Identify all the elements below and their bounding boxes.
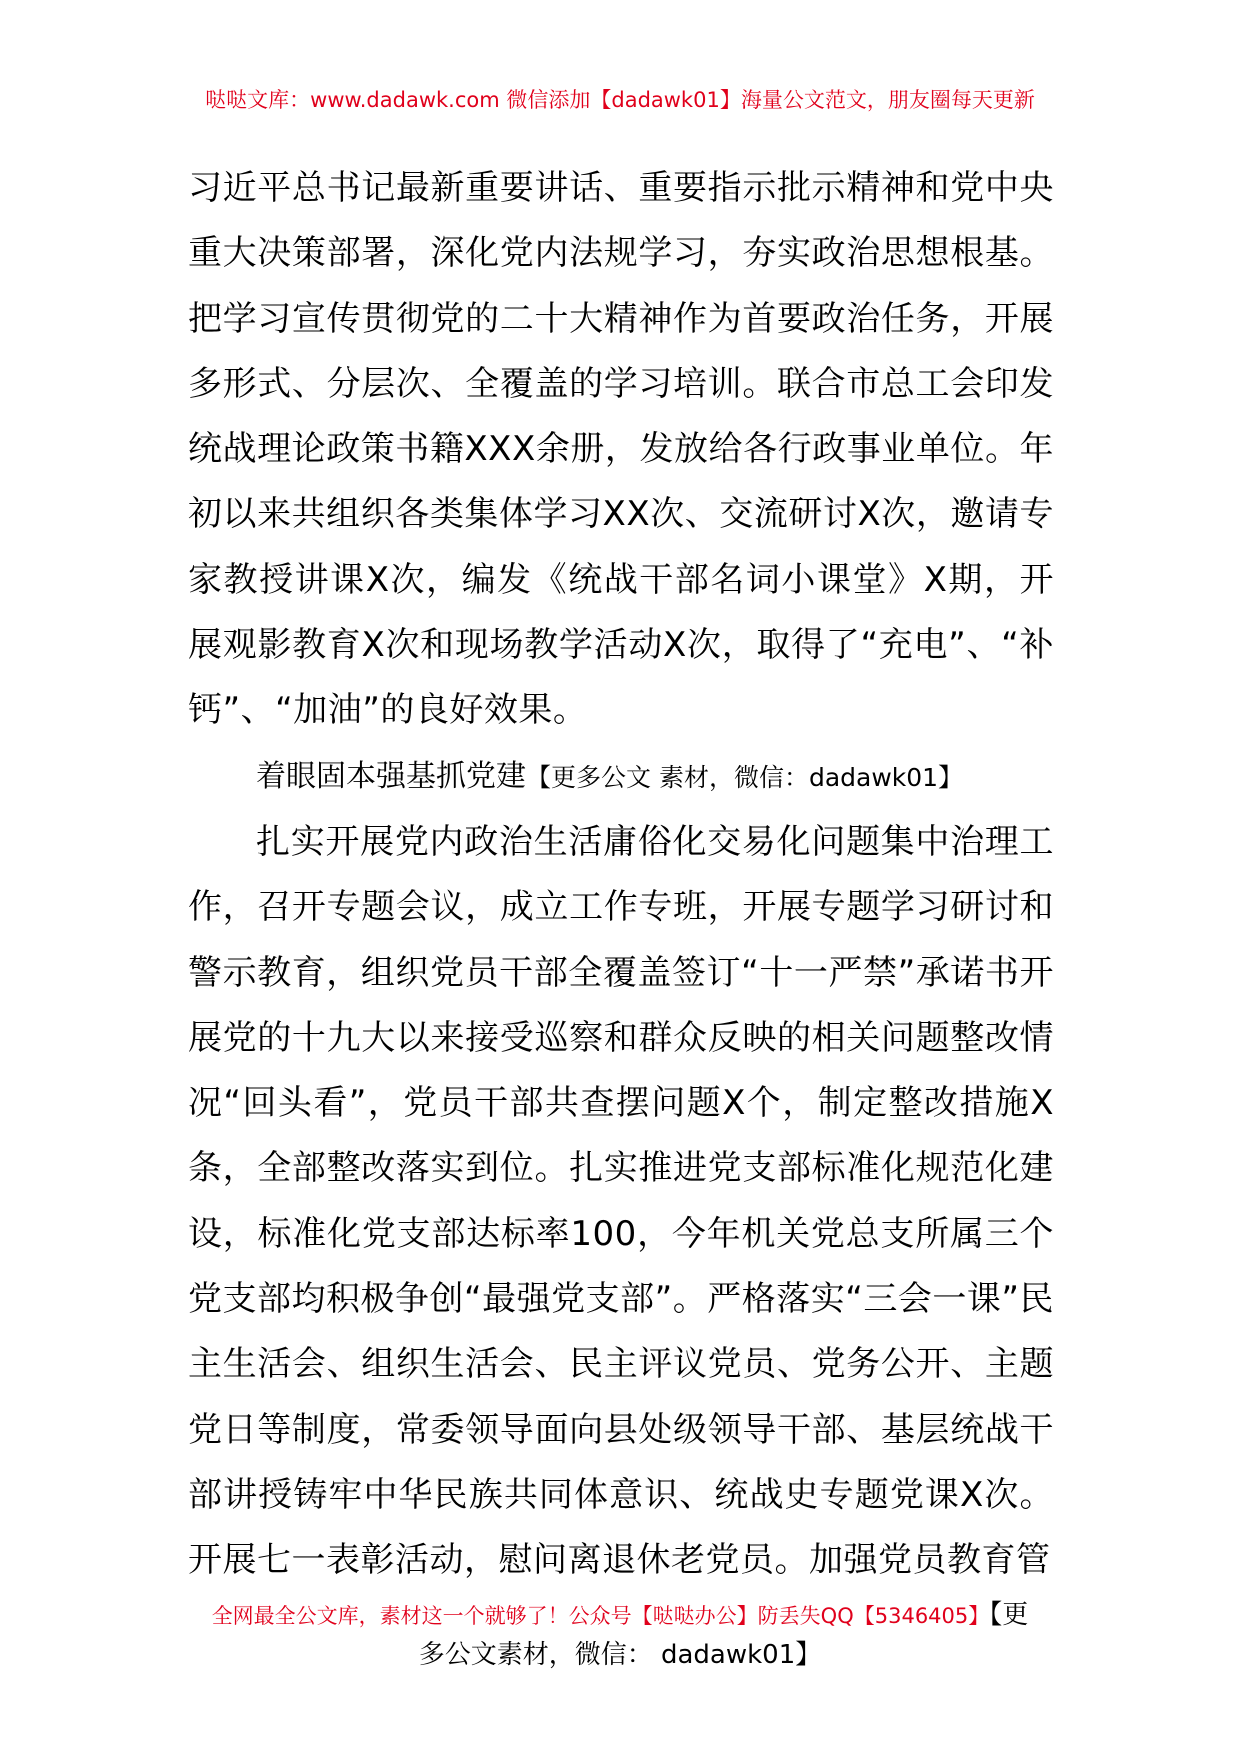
document-body (188, 156, 1054, 1594)
section-subheading (188, 744, 1054, 810)
paragraph-study: 习近平总书记最新重要讲话、重要指示批示精神和党中央重大决策部署，深化党内法规学习，夯实政治思想根基。把学习宣传贯彻党的二十大精神作为首要政治任务，开展多形式、分层次、全覆盖的学习培训。联合市总工会印发统战理论政策书籍XXX余册，发放给各行政事业单位。年初以来共组织各类集体学习XX次、交流研讨X次，邀请专家教授讲课X次，编发《统战干部名词小课堂》X期，开展观影教育X次和现场教学活动X次，取得了“充电”、“补钙”、“加油”的良好效果。 (188, 168, 1054, 731)
subheading-ad: 【更多公文 素材，微信：dadawk01】 (526, 762, 964, 792)
page-footer-ad (180, 1596, 1060, 1675)
footer-black-text: 【更 (989, 1600, 1029, 1630)
footer-line-1 (180, 1596, 1060, 1635)
subheading-title: 着眼固本强基抓党建 (256, 758, 526, 794)
footer-line-2: 多公文素材，微信： dadawk01】 (418, 1640, 822, 1670)
footer-red-text: 全网最全公文库，素材这一个就够了！公众号【哒哒办公】防丢失QQ【5346405】 (211, 1604, 990, 1628)
paragraph-party-building: 扎实开展党内政治生活庸俗化交易化问题集中治理工作，召开专题会议，成立工作专班，开展专题学习研讨和警示教育，组织党员干部全覆盖签订“十一严禁”承诺书开展党的十九大以来接受巡察和群众反映的相关问题整改情况“回头看”，党员干部共查摆问题X个，制定整改措施X条，全部整改落实到位。扎实推进党支部标准化规范化建设，标准化党支部达标率100，今年机关党总支所属三个党支部均积极争创“最强党支部”。严格落实“三会一课”民主生活会、组织生活会、民主评议党员、党务公开、主题党日等制度，常委领导面向县处级领导干部、基层统战干部讲授铸牢中华民族共同体意识、统战史专题党课X次。开展七一表彰活动，慰问离退休老党员。加强党员教育管 (188, 821, 1054, 1581)
page-header-ad: 哒哒文库：www.dadawk.com 微信添加【dadawk01】海量公文范文，朋友圈每天更新 (205, 88, 1035, 112)
